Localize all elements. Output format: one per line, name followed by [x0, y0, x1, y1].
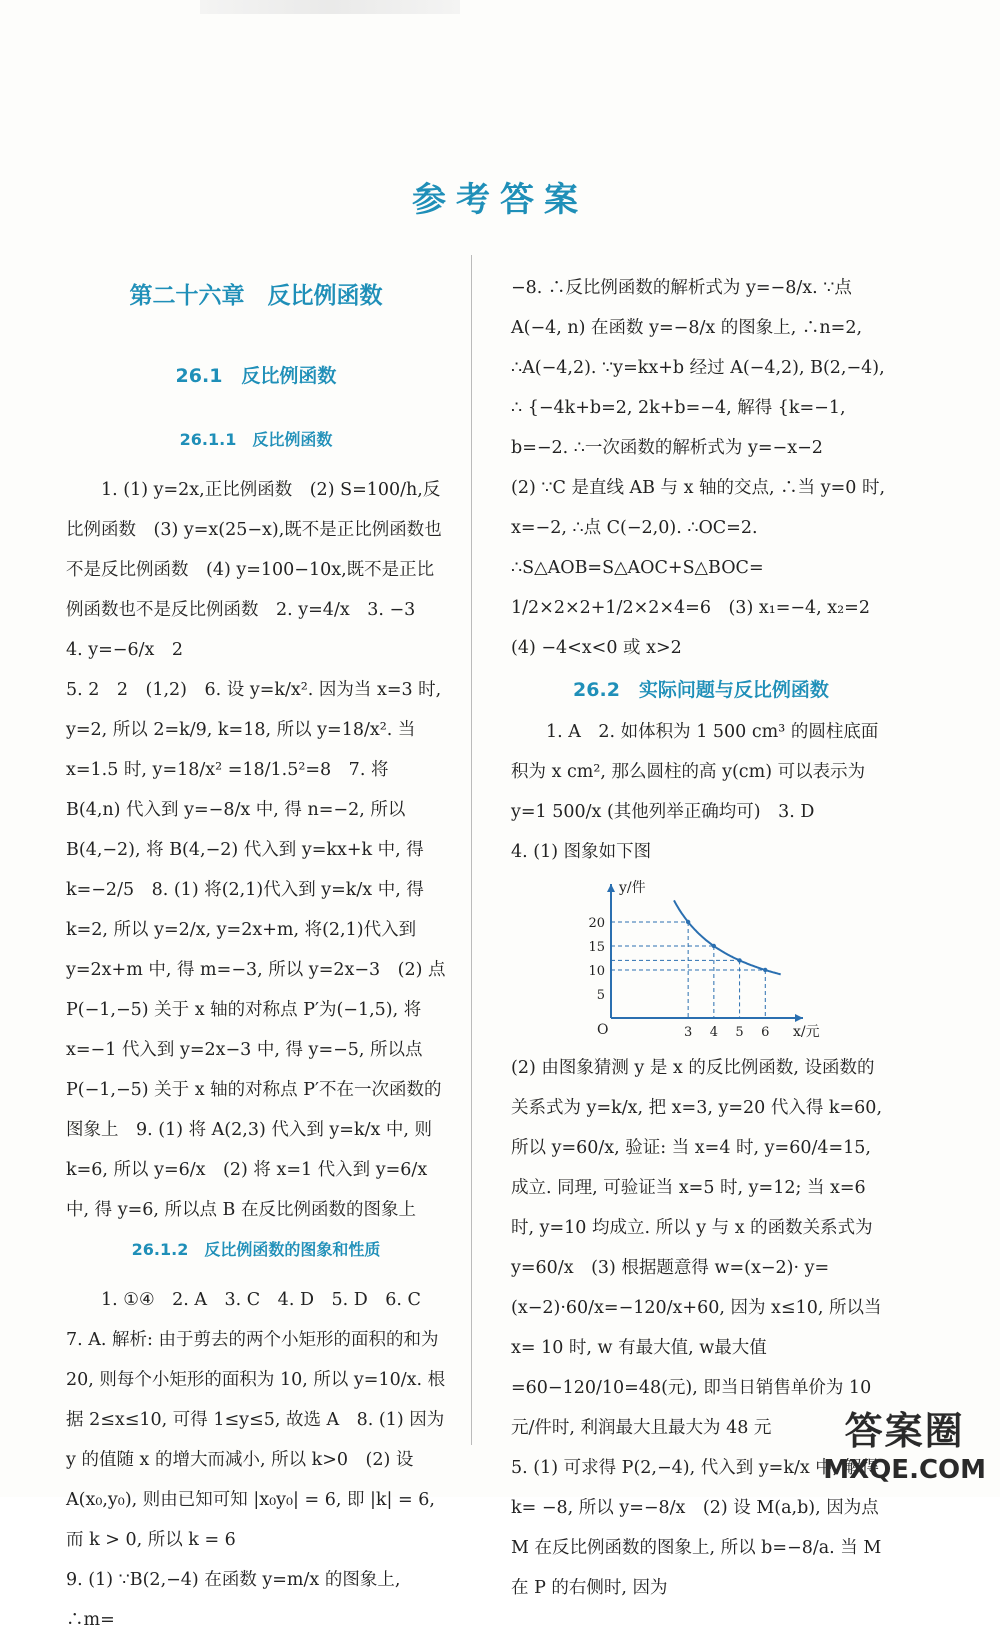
- y-tick-label: 15: [588, 940, 605, 955]
- answer-paragraph: (2) ∵C 是直线 AB 与 x 轴的交点, ∴当 y=0 时, x=−2, ∴点 C(−2,0). ∴OC=2. ∴S△AOB=S△AOC+S△BOC= 1/2×2×2+1/2×2×4=6 (3) x₁=−4, x₂=2: [511, 478, 886, 618]
- data-point: [712, 944, 716, 948]
- x-tick-label: 6: [761, 1025, 770, 1040]
- answer-paragraph: (2) 由图象猜测 y 是 x 的反比例函数, 设函数的关系式为 y=k/x, 把 x=3, y=20 代入得 k=60, 所以 y=60/x, 验证: 当 x=4 时, y=60/4=15, 成立. 同理, 可验证当 x=5 时, y=12; 当 x=6 时, y=10 均成立. 所以 y 与 x 的函数关系式为 y=60/x (3) 根据题意得 w=(x−2)· y=(x−2)·60/x=−120/x+60, 因为 x≤10, 所以当 x= 10 时, w 有最大值, w最大值=60−120/10=48(元), 即当日销售单价为 10 元/件时, 利润最大且最大为 48 元: [511, 1058, 883, 1438]
- x-tick-label: 5: [735, 1025, 744, 1040]
- left-column: [66, 268, 446, 1640]
- x-axis-arrow: [795, 1014, 803, 1022]
- section-heading-26-1: 26.1 反比例函数: [175, 365, 337, 387]
- origin-label: O: [597, 1022, 609, 1038]
- y-tick-label: 5: [596, 988, 605, 1003]
- answer-paragraph: 1. A 2. 如体积为 1 500 cm³ 的圆柱底面积为 x cm², 那么圆柱的高 y(cm) 可以表示为 y=1 500/x (其他列举正确均可) 3. D: [511, 722, 879, 822]
- subsection-heading-26-1-2: 26.1.2 反比例函数的图象和性质: [131, 1240, 381, 1259]
- inverse-curve: [674, 900, 781, 974]
- answer-paragraph: 5. 2 2 (1,2) 6. 设 y=k/x². 因为当 x=3 时, y=2, 所以 2=k/9, k=18, 所以 y=18/x². 当 x=1.5 时, y=18/x² =18/1.5²=8 7. 将 B(4,n) 代入到 y=−8/x 中, 得 n=−2, 所以 B(4,−2), 将 B(4,−2) 代入到 y=kx+k 中, 得 k=−2/5 8. (1) 将(2,1)代入到 y=k/x 中, 得 k=2, 所以 y=2/x, y=2x+m, 将(2,1)代入到 y=2x+m 中, 得 m=−3, 所以 y=2x−3 (2) 点 P(−1,−5) 关于 x 轴的对称点 P′为(−1,5), 将 x=−1 代入到 y=2x−3 中, 得 y=−5, 所以点 P(−1,−5) 关于 x 轴的对称点 P′不在一次函数的图象上 9. (1) 将 A(2,3) 代入到 y=k/x 中, 则 k=6, 所以 y=6/x (2) 将 x=1 代入到 y=6/x 中, 得 y=6, 所以点 B 在反比例函数的图象上: [66, 680, 446, 1220]
- answer-paragraph: (4) −4<x<0 或 x>2: [511, 638, 682, 658]
- y-axis-arrow: [607, 884, 615, 892]
- answer-paragraph: 5. (1) 可求得 P(2,−4), 代入到 y=k/x 中, 解得 k= −8, 所以 y=−8/x (2) 设 M(a,b), 因为点 M 在反比例函数的图象上, 所以 b=−8/a. 当 M 在 P 的右侧时, 因为: [511, 1458, 882, 1598]
- watermark-logo: [823, 1400, 986, 1485]
- chart-container: [571, 878, 820, 1048]
- y-tick-label: 20: [588, 916, 605, 931]
- data-point: [737, 958, 741, 962]
- x-tick-label: 3: [684, 1025, 693, 1040]
- x-axis-label: x/元: [793, 1024, 820, 1040]
- inverse-function-chart: [571, 878, 820, 1048]
- chapter-heading: 第二十六章 反比例函数: [129, 283, 383, 309]
- scan-artifact: [200, 0, 460, 14]
- page-title: 参考答案: [412, 180, 588, 220]
- section-heading-26-2: 26.2 实际问题与反比例函数: [573, 679, 829, 701]
- answer-paragraph: 9. (1) ∵B(2,−4) 在函数 y=m/x 的图象上, ∴m=: [66, 1570, 401, 1630]
- y-tick-label: 10: [588, 964, 605, 979]
- subsection-heading-26-1-1: 26.1.1 反比例函数: [179, 430, 333, 449]
- data-point: [763, 968, 767, 972]
- y-axis-label: y/件: [619, 880, 646, 896]
- column-divider: [471, 255, 472, 1445]
- data-point: [686, 920, 690, 924]
- answer-paragraph: 1. ①④ 2. A 3. C 4. D 5. D 6. C 7. A. 解析: 由于剪去的两个小矩形的面积的和为 20, 则每个小矩形的面积为 10, 所以 y=10/x. 根据 2≤x≤10, 可得 1≤y≤5, 故选 A 8. (1) 因为 y 的值随 x 的增大而减小, 所以 k>0 (2) 设 A(x₀,y₀), 则由已知可知 |x₀y₀| = 6, 即 |k| = 6, 而 k > 0, 所以 k = 6: [66, 1290, 446, 1550]
- x-tick-label: 4: [709, 1025, 718, 1040]
- answer-paragraph: 4. (1) 图象如下图: [511, 842, 652, 862]
- logo-url: MXQE.COM: [823, 1455, 986, 1485]
- logo-text: 答案圈: [844, 1409, 965, 1453]
- answer-paragraph: −8. ∴反比例函数的解析式为 y=−8/x. ∵点 A(−4, n) 在函数 y=−8/x 的图象上, ∴n=2, ∴A(−4,2). ∵y=kx+b 经过 A(−4,2), B(2,−4), ∴ {−4k+b=2, 2k+b=−4, 解得 {k=−1, b=−2. ∴一次函数的解析式为 y=−x−2: [511, 278, 885, 458]
- answer-paragraph: 1. (1) y=2x,正比例函数 (2) S=100/h,反比例函数 (3) y=x(25−x),既不是正比例函数也不是反比例函数 (4) y=100−10x,既不是正比例函数也不是反比例函数 2. y=4/x 3. −3 4. y=−6/x 2: [66, 480, 442, 660]
